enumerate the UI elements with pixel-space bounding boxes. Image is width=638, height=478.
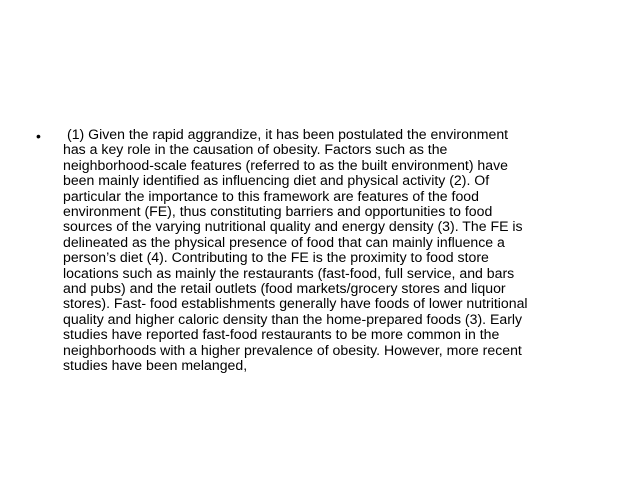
paragraph-line: sources of the varying nutritional quality and energy density (3). The FE is: [63, 218, 523, 235]
paragraph-line: studies have reported fast-food restaurants to be more common in the: [63, 326, 500, 343]
bullet-dot-icon: •: [36, 128, 41, 144]
paragraph-line: and pubs) and the retail outlets (food markets/grocery stores and liquor: [63, 280, 506, 297]
paragraph-line: quality and higher caloric density than the home-prepared foods (3). Early: [63, 310, 523, 327]
paragraph-line: been mainly identified as influencing diet and physical activity (2). Of: [63, 172, 490, 189]
paragraph-line: person’s diet (4). Contributing to the FE is the proximity to food store: [63, 249, 489, 266]
bullet-paragraph: [63, 127, 608, 374]
paragraph-line: neighborhoods with a higher prevalence of obesity. However, more recent: [63, 341, 522, 358]
paragraph-line: neighborhood-scale features (referred to as the built environment) have: [63, 156, 508, 173]
paragraph-line: studies have been melanged,: [63, 357, 248, 374]
paragraph-line: stores). Fast- food establishments generally have foods of lower nutritional: [63, 295, 528, 312]
paragraph-line: (1) Given the rapid aggrandize, it has been postulated the environment: [67, 126, 509, 142]
paragraph-line: has a key role in the causation of obesity. Factors such as the: [63, 141, 448, 158]
paragraph-line: environment (FE), thus constituting barriers and opportunities to food: [63, 203, 493, 220]
paragraph-line: locations such as mainly the restaurants (fast-food, full service, and bars: [63, 264, 515, 281]
paragraph-line: delineated as the physical presence of food that can mainly influence a: [63, 233, 505, 250]
paragraph-line: particular the importance to this framework are features of the food: [63, 187, 479, 204]
